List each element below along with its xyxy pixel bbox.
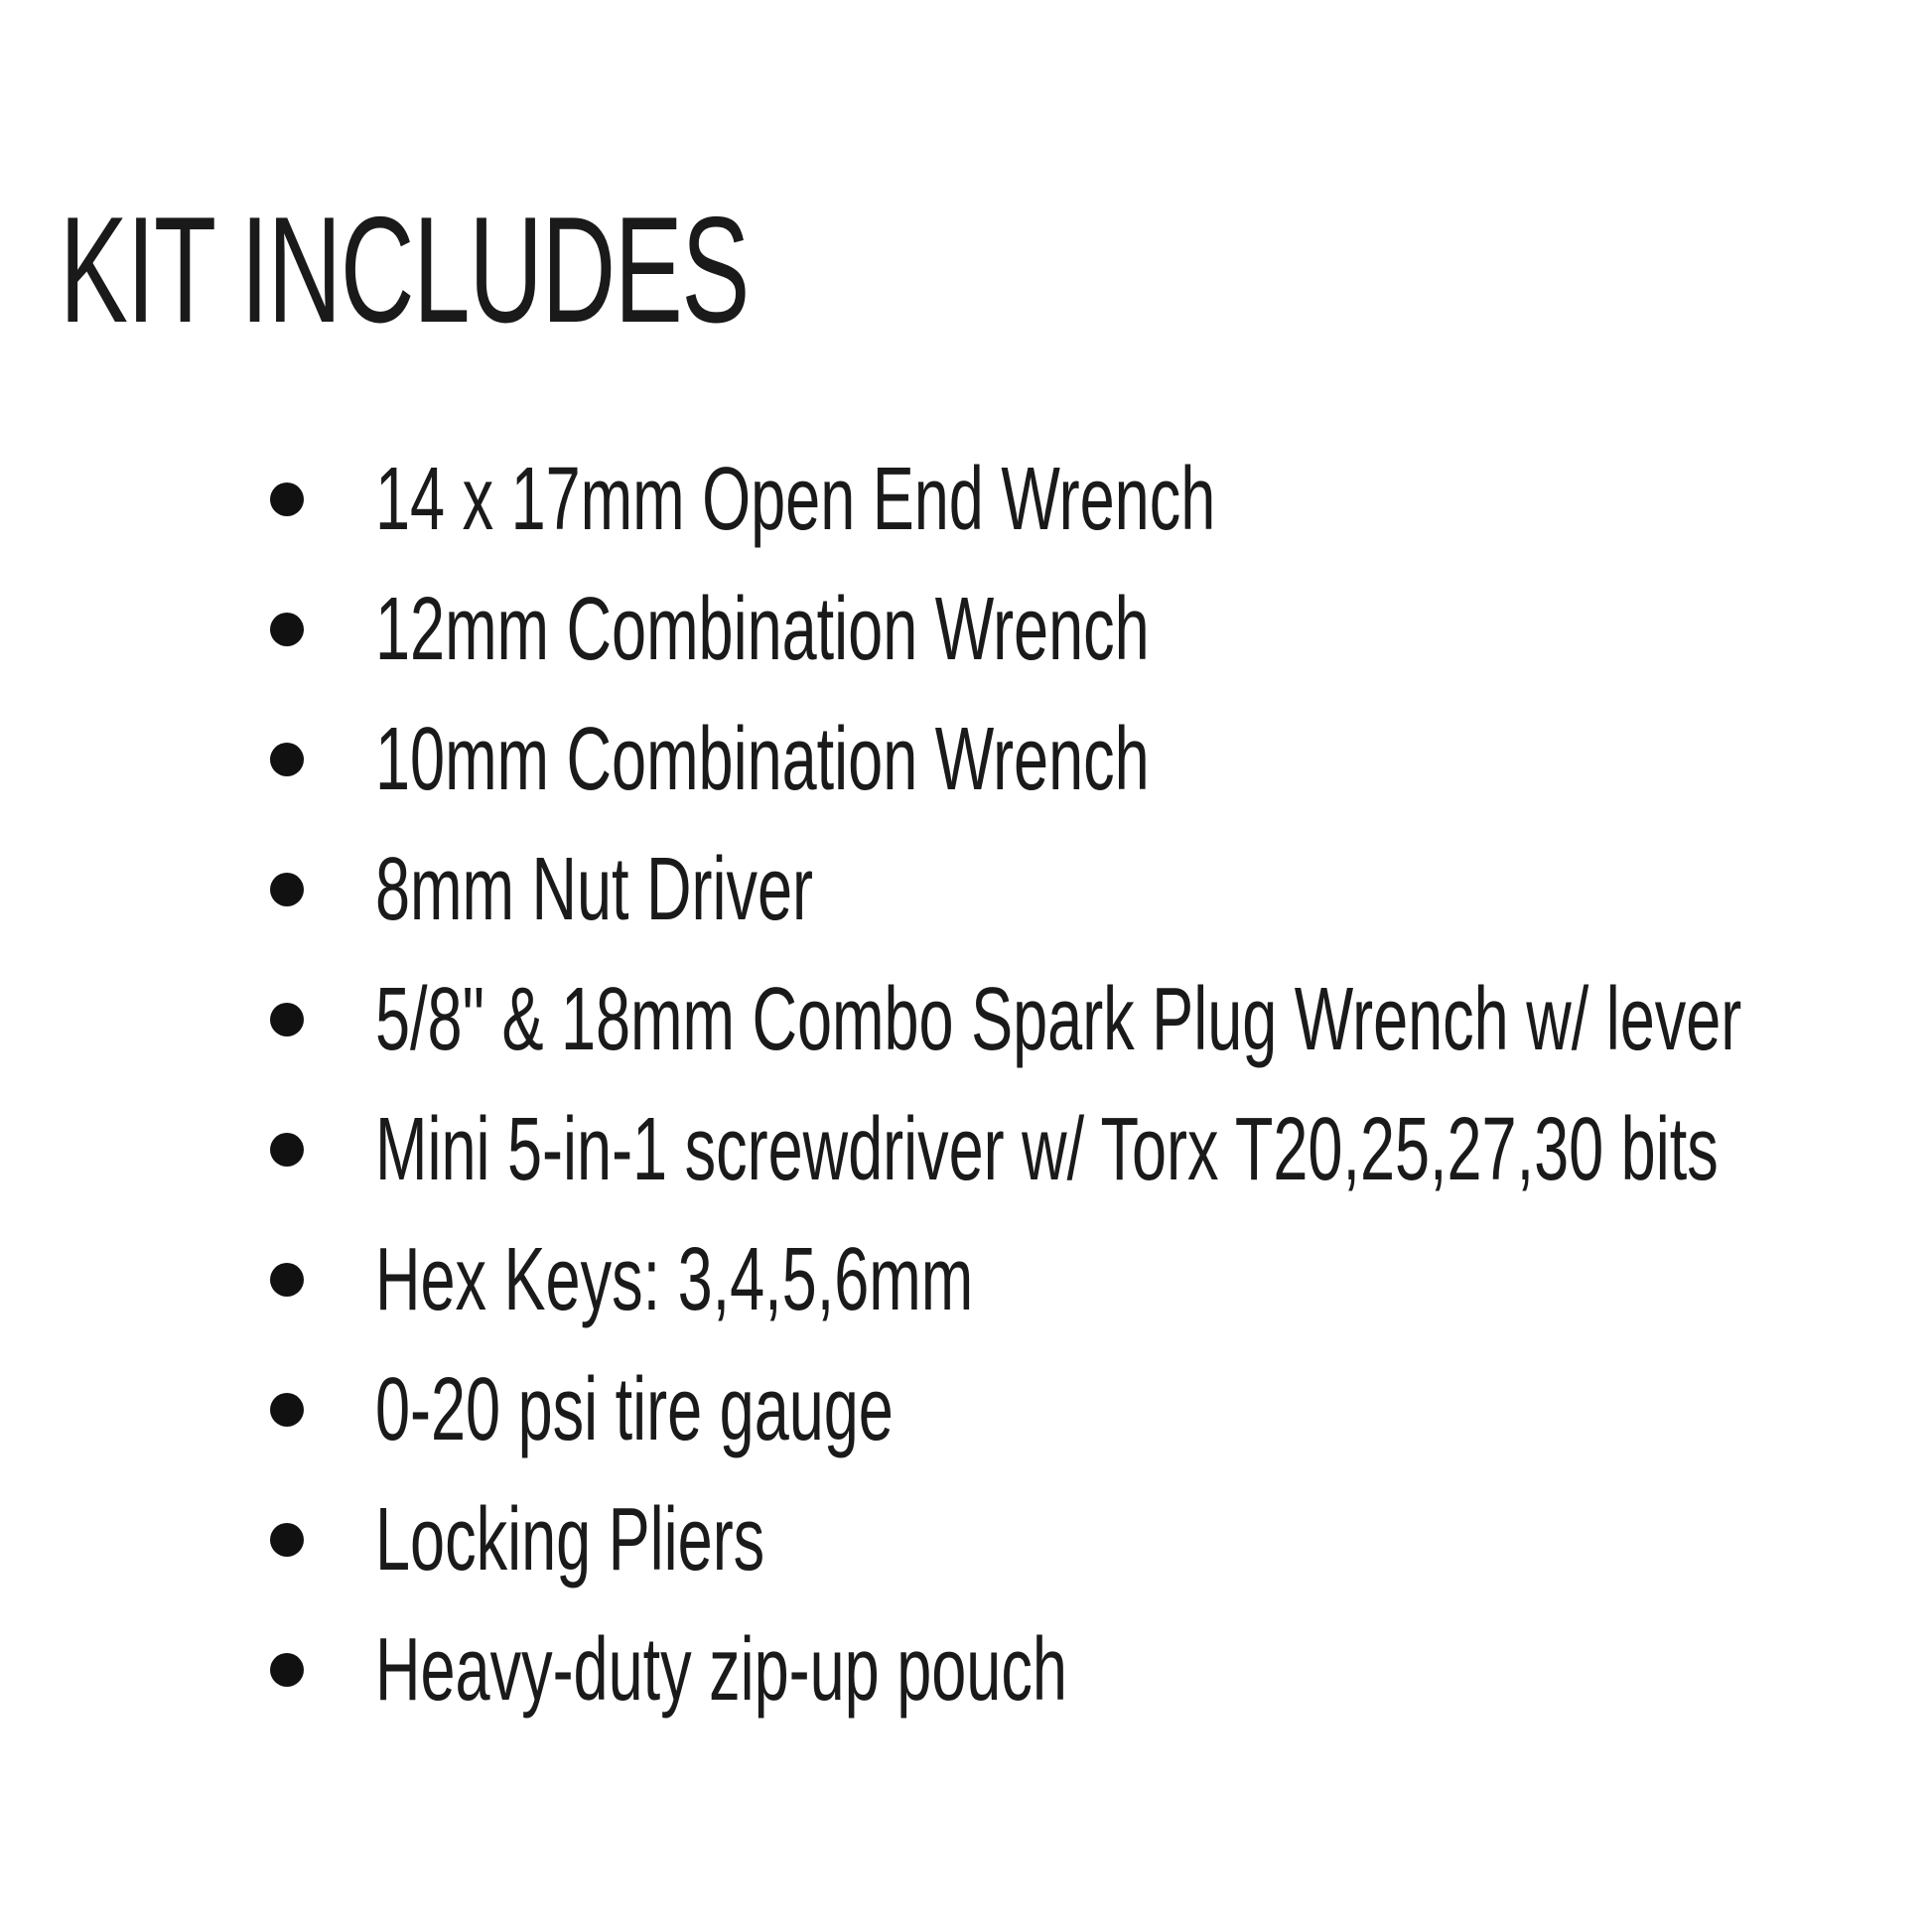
page-title: KIT INCLUDES [60,186,749,354]
list-item-label: 0-20 psi tire gauge [375,1360,894,1459]
list-item [0,1087,1932,1217]
list-item-label: 10mm Combination Wrench [375,710,1150,809]
list-item [0,957,1932,1087]
bullet-icon [270,483,304,516]
bullet-icon [270,1133,304,1167]
list-item [0,697,1932,827]
bullet-icon [270,1003,304,1036]
kit-items-list [0,437,1932,1737]
list-item-label: 14 x 17mm Open End Wrench [375,450,1216,549]
list-item [0,567,1932,697]
list-item [0,1347,1932,1477]
bullet-icon [270,743,304,776]
bullet-icon [270,1263,304,1297]
list-item-label: Locking Pliers [375,1490,765,1589]
list-item-label: 12mm Combination Wrench [375,580,1150,679]
list-item [0,827,1932,957]
bullet-icon [270,1653,304,1687]
list-item-label: Mini 5-in-1 screwdriver w/ Torx T20,25,27,30 bits [375,1100,1719,1199]
list-item-label: 8mm Nut Driver [375,840,814,939]
bullet-icon [270,1523,304,1557]
bullet-icon [270,873,304,906]
list-item-label: 5/8" & 18mm Combo Spark Plug Wrench w/ lever [375,970,1742,1069]
list-item [0,1217,1932,1347]
list-item [0,1477,1932,1607]
list-item [0,1607,1932,1737]
bullet-icon [270,613,304,646]
list-item-label: Hex Keys: 3,4,5,6mm [375,1230,974,1329]
list-item [0,437,1932,567]
bullet-icon [270,1393,304,1427]
list-item-label: Heavy-duty zip-up pouch [375,1620,1067,1720]
